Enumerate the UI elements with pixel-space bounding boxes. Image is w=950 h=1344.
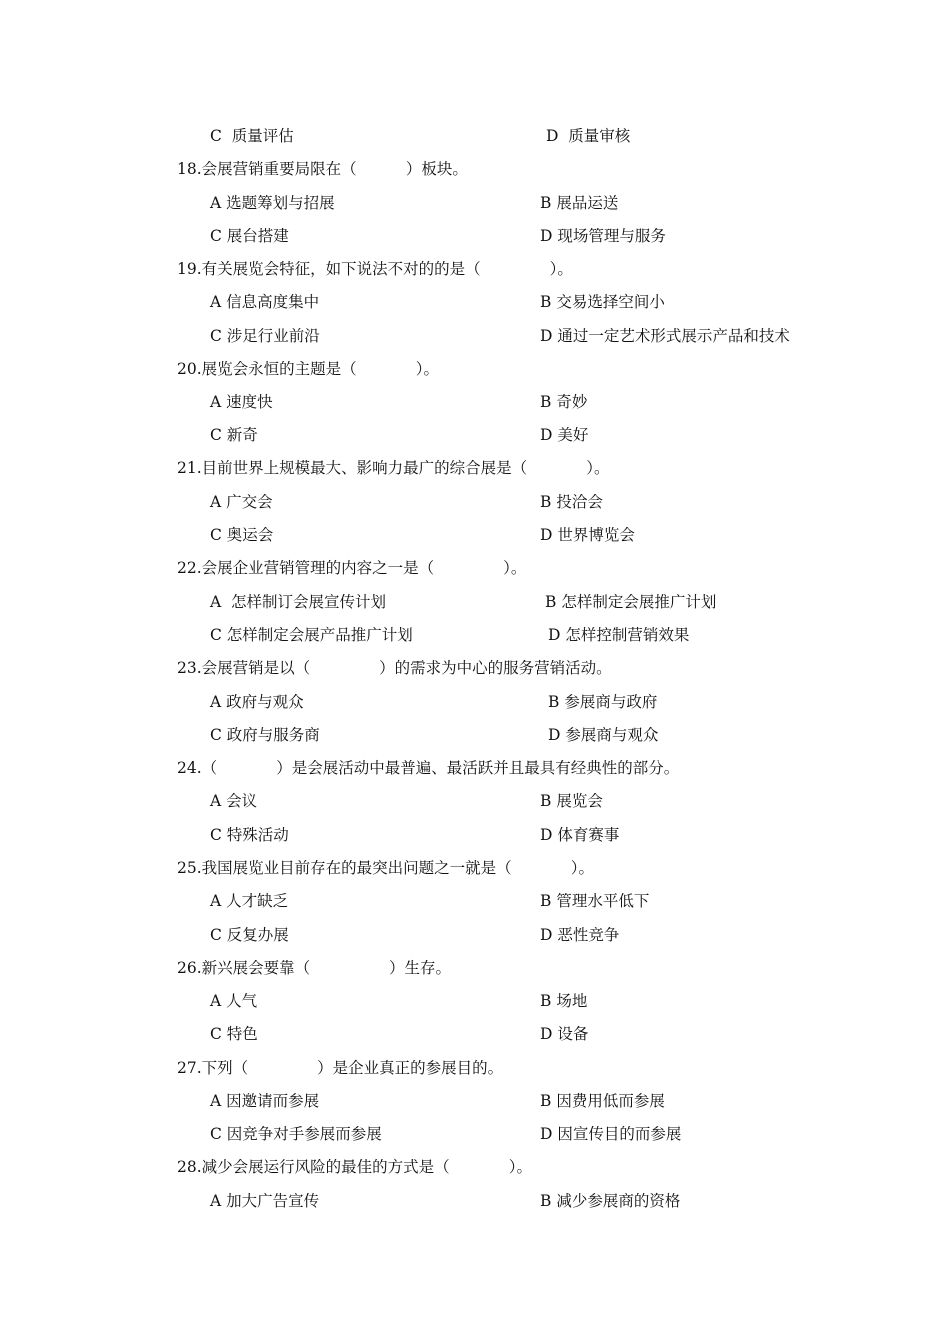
option-right: B 展品运送 bbox=[540, 194, 619, 212]
option-right: D 怎样控制营销效果 bbox=[548, 626, 690, 644]
option-right: B 奇妙 bbox=[540, 393, 588, 411]
option-left: C 特殊活动 bbox=[210, 826, 289, 844]
option-left: A 人气 bbox=[210, 992, 258, 1010]
option-right: D 现场管理与服务 bbox=[540, 227, 666, 245]
option-left: A 信息高度集中 bbox=[210, 293, 320, 311]
question-text: 19.有关展览会特征，如下说法不对的的是（ ）。 bbox=[177, 260, 573, 278]
option-right: B 管理水平低下 bbox=[540, 892, 650, 910]
option-right: B 参展商与政府 bbox=[548, 693, 658, 711]
option-left: C 质量评估 bbox=[210, 127, 294, 145]
option-right: B 因费用低而参展 bbox=[540, 1092, 665, 1110]
option-left: C 因竞争对手参展而参展 bbox=[210, 1125, 382, 1143]
question-text: 22.会展企业营销管理的内容之一是（ ）。 bbox=[177, 559, 527, 577]
option-right: B 展览会 bbox=[540, 792, 603, 810]
question-text: 28.减少会展运行风险的最佳的方式是（ ）。 bbox=[177, 1158, 533, 1176]
option-left: A 广交会 bbox=[210, 493, 273, 511]
option-right: D 质量审核 bbox=[546, 127, 631, 145]
option-right: D 恶性竞争 bbox=[540, 926, 620, 944]
option-left: C 特色 bbox=[210, 1025, 258, 1043]
option-left: C 政府与服务商 bbox=[210, 726, 320, 744]
option-left: C 展台搭建 bbox=[210, 227, 289, 245]
option-right: D 通过一定艺术形式展示产品和技术 bbox=[540, 327, 790, 345]
option-right: B 场地 bbox=[540, 992, 588, 1010]
option-left: C 奥运会 bbox=[210, 526, 274, 544]
option-right: D 参展商与观众 bbox=[548, 726, 659, 744]
question-text: 27.下列（ ）是企业真正的参展目的。 bbox=[177, 1059, 504, 1077]
option-left: A 选题筹划与招展 bbox=[210, 194, 335, 212]
option-left: A 速度快 bbox=[210, 393, 273, 411]
option-left: C 新奇 bbox=[210, 426, 258, 444]
option-right: B 减少参展商的资格 bbox=[540, 1192, 681, 1210]
option-left: C 怎样制定会展产品推广计划 bbox=[210, 626, 413, 644]
question-text: 21.目前世界上规模最大、影响力最广的综合展是（ ）。 bbox=[177, 459, 610, 477]
question-text: 18.会展营销重要局限在（ ）板块。 bbox=[177, 160, 468, 178]
option-right: D 美好 bbox=[540, 426, 589, 444]
question-text: 25.我国展览业目前存在的最突出问题之一就是（ ）。 bbox=[177, 859, 595, 877]
option-left: C 反复办展 bbox=[210, 926, 289, 944]
option-left: A 会议 bbox=[210, 792, 258, 810]
option-right: D 体育赛事 bbox=[540, 826, 620, 844]
question-text: 23.会展营销是以（ ）的需求为中心的服务营销活动。 bbox=[177, 659, 612, 677]
option-left: A 人才缺乏 bbox=[210, 892, 289, 910]
option-right: B 怎样制定会展推广计划 bbox=[545, 593, 717, 611]
question-text: 26.新兴展会要靠（ ）生存。 bbox=[177, 959, 451, 977]
option-left: A 因邀请而参展 bbox=[210, 1092, 320, 1110]
option-left: A 政府与观众 bbox=[210, 693, 304, 711]
option-left: A 加大广告宣传 bbox=[210, 1192, 320, 1210]
option-left: C 涉足行业前沿 bbox=[210, 327, 320, 345]
option-right: B 投洽会 bbox=[540, 493, 603, 511]
question-text: 20.展览会永恒的主题是（ ）。 bbox=[177, 360, 440, 378]
option-right: D 设备 bbox=[540, 1025, 589, 1043]
option-left: A 怎样制订会展宣传计划 bbox=[210, 593, 387, 611]
option-right: D 世界博览会 bbox=[540, 526, 635, 544]
question-text: 24.（ ）是会展活动中最普遍、最活跃并且最具有经典性的部分。 bbox=[177, 759, 680, 777]
option-right: D 因宣传目的而参展 bbox=[540, 1125, 682, 1143]
option-right: B 交易选择空间小 bbox=[540, 293, 665, 311]
